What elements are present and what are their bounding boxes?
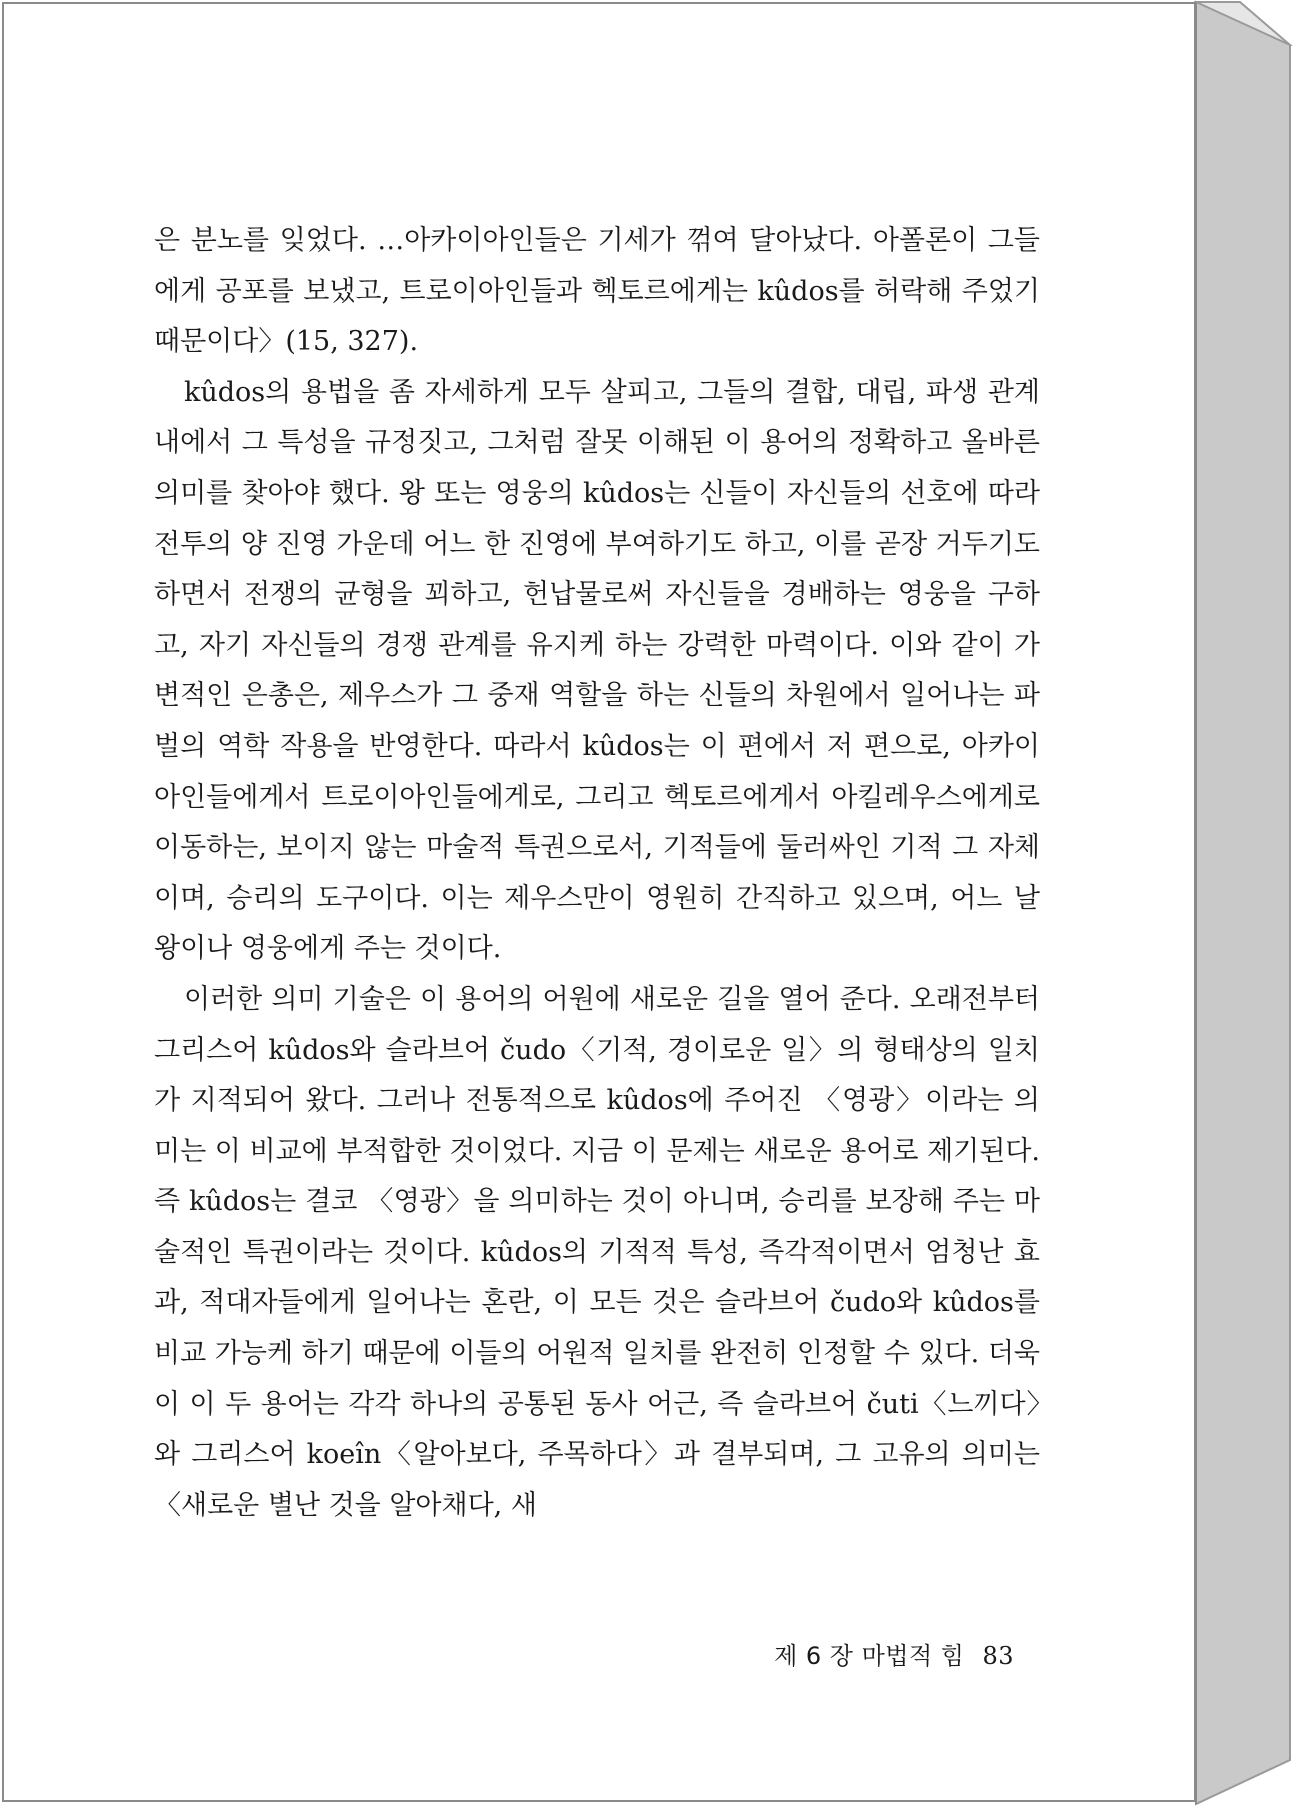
chapter-title: 제 6 장 마법적 힘: [774, 1642, 965, 1670]
paragraph-1: 은 분노를 잊었다. …아카이아인들은 기세가 꺾여 달아났다. 아폴론이 그들에게 공포를 보냈고, 트로이아인들과 헥토르에게는 kûdos를 허락해 주었기 때문이다〉(15, 327).: [154, 225, 1040, 358]
page-number: 83: [982, 1642, 1014, 1670]
paragraph-3: 이러한 의미 기술은 이 용어의 어원에 새로운 길을 열어 준다. 오래전부터 그리스어 kûdos와 슬라브어 čudo〈기적, 경이로운 일〉의 형태상의 일치가 지적되어 왔다. 그러나 전통적으로 kûdos에 주어진 〈영광〉이라는 의미는 이 비교에 부적합한 것이었다. 지금 이 문제는 새로운 용어로 제기된다. 즉 kûdos는 결코 〈영광〉을 의미하는 것이 아니며, 승리를 보장해 주는 마술적인 특권이라는 것이다. kûdos의 기적적 특성, 즉각적이면서 엄청난 효과, 적대자들에게 일어나는 혼란, 이 모든 것은 슬라브어 čudo와 kûdos를 비교 가능케 하기 때문에 이들의 어원적 일치를 완전히 인정할 수 있다. 더욱이 이 두 용어는 각각 하나의 공통된 동사 어근, 즉 슬라브어 čuti〈느끼다〉와 그리스어 koeîn〈알아보다, 주목하다〉과 결부되며, 그 고유의 의미는 〈새로운 별난 것을 알아채다, 새: [154, 983, 1040, 1521]
page: [2, 2, 1196, 1802]
body-text: [154, 216, 1040, 1531]
paragraph-2: kûdos의 용법을 좀 자세하게 모두 살피고, 그들의 결합, 대립, 파생 관계 내에서 그 특성을 규정짓고, 그처럼 잘못 이해된 이 용어의 정확하고 올바른 의미를 찾아야 했다. 왕 또는 영웅의 kûdos는 신들이 자신들의 선호에 따라 전투의 양 진영 가운데 어느 한 진영에 부여하기도 하고, 이를 곧장 거두기도 하면서 전쟁의 균형을 꾀하고, 헌납물로써 자신들을 경배하는 영웅을 구하고, 자기 자신들의 경쟁 관계를 유지케 하는 강력한 마력이다. 이와 같이 가변적인 은총은, 제우스가 그 중재 역할을 하는 신들의 차원에서 일어나는 파벌의 역학 작용을 반영한다. 따라서 kûdos는 이 편에서 저 편으로, 아카이아인들에게서 트로이아인들에게로, 그리고 헥토르에게서 아킬레우스에게로 이동하는, 보이지 않는 마술적 특권으로서, 기적들에 둘러싸인 기적 그 자체이며, 승리의 도구이다. 이는 제우스만이 영원히 간직하고 있으며, 어느 날 왕이나 영웅에게 주는 것이다.: [154, 376, 1040, 965]
running-footer: [704, 1636, 1014, 1671]
